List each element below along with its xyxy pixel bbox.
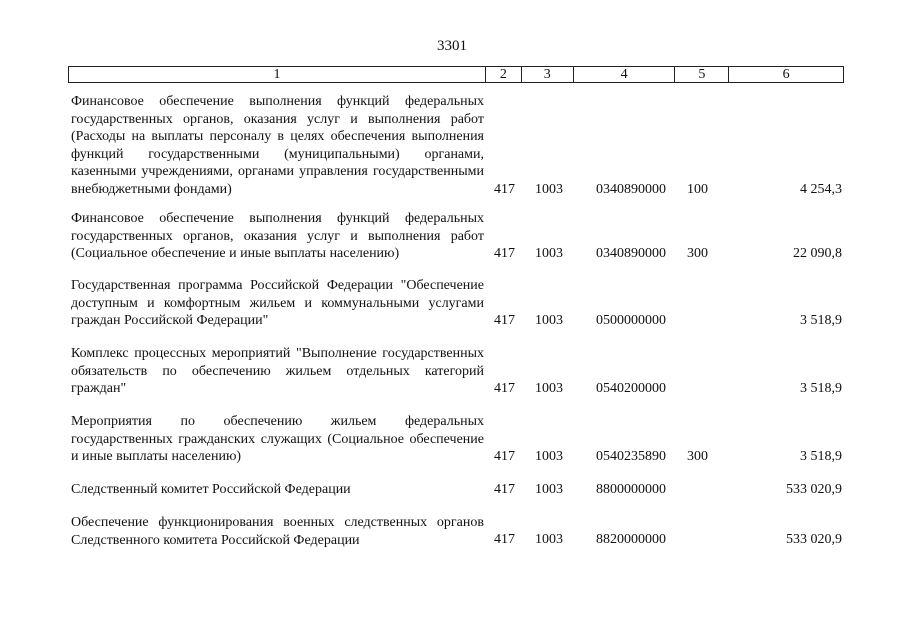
expense-code: 100 (687, 182, 708, 197)
target-code: 0340890000 (596, 182, 666, 197)
table-header (68, 66, 844, 83)
row-name: Комплекс процессных мероприятий "Выполнение государственных обязательств по обеспечению жильем отдельных категорий граждан" (71, 346, 484, 397)
target-code: 0340890000 (596, 246, 666, 261)
expense-code: 300 (687, 246, 708, 261)
amount: 22 090,8 (793, 246, 842, 261)
target-code: 0500000000 (596, 313, 666, 328)
section-code: 1003 (535, 313, 563, 328)
row-name: Мероприятия по обеспечению жильем федеральных государственных гражданских служащих (Социальное обеспечение и иные выплаты населению) (71, 414, 484, 465)
ministry-code: 417 (494, 449, 515, 464)
amount: 533 020,9 (786, 482, 842, 497)
target-code: 8820000000 (596, 532, 666, 547)
row-name: Государственная программа Российской Федерации "Обеспечение доступным и комфортным жильем и коммунальными услугами граждан Российской Федерации" (71, 278, 484, 329)
target-code: 8800000000 (596, 482, 666, 497)
ministry-code: 417 (494, 532, 515, 547)
row-name: Финансовое обеспечение выполнения функций федеральных государственных органов, оказания услуг и выполнения работ (Расходы на выплаты персоналу в целях обеспечения выполнения функций государственными (муниципальными) органами, казенными учреждениями, органами управления государственными внебюджетными фондами) (71, 94, 484, 197)
row-values (68, 481, 844, 499)
amount: 3 518,9 (800, 381, 842, 396)
section-code: 1003 (535, 482, 563, 497)
ministry-code: 417 (494, 182, 515, 197)
page-number: 3301 (437, 38, 467, 54)
row-values (68, 312, 844, 330)
header-col-4: 4 (574, 67, 676, 82)
row-values (68, 245, 844, 263)
section-code: 1003 (535, 449, 563, 464)
section-code: 1003 (535, 182, 563, 197)
row-values (68, 380, 844, 398)
section-code: 1003 (535, 532, 563, 547)
ministry-code: 417 (494, 482, 515, 497)
header-col-3: 3 (522, 67, 574, 82)
target-code: 0540200000 (596, 381, 666, 396)
row-values (68, 448, 844, 466)
ministry-code: 417 (494, 381, 515, 396)
row-name: Финансовое обеспечение выполнения функций федеральных государственных органов, оказания услуг и выполнения работ (Социальное обеспечение и иные выплаты населению) (71, 211, 484, 262)
section-code: 1003 (535, 381, 563, 396)
header-col-5: 5 (675, 67, 729, 82)
amount: 4 254,3 (800, 182, 842, 197)
header-col-6: 6 (782, 67, 790, 82)
amount: 3 518,9 (800, 313, 842, 328)
row-name: Обеспечение функционирования военных следственных органов Следственного комитета Российской Федерации (71, 515, 484, 548)
row-values (68, 181, 844, 199)
ministry-code: 417 (494, 313, 515, 328)
expense-code: 300 (687, 449, 708, 464)
header-col-1: 1 (69, 67, 486, 82)
row-values (68, 531, 844, 549)
ministry-code: 417 (494, 246, 515, 261)
section-code: 1003 (535, 246, 563, 261)
row-name: Следственный комитет Российской Федерации (71, 482, 351, 497)
header-col-2: 2 (486, 67, 522, 82)
amount: 3 518,9 (800, 449, 842, 464)
amount: 533 020,9 (786, 532, 842, 547)
target-code: 0540235890 (596, 449, 666, 464)
